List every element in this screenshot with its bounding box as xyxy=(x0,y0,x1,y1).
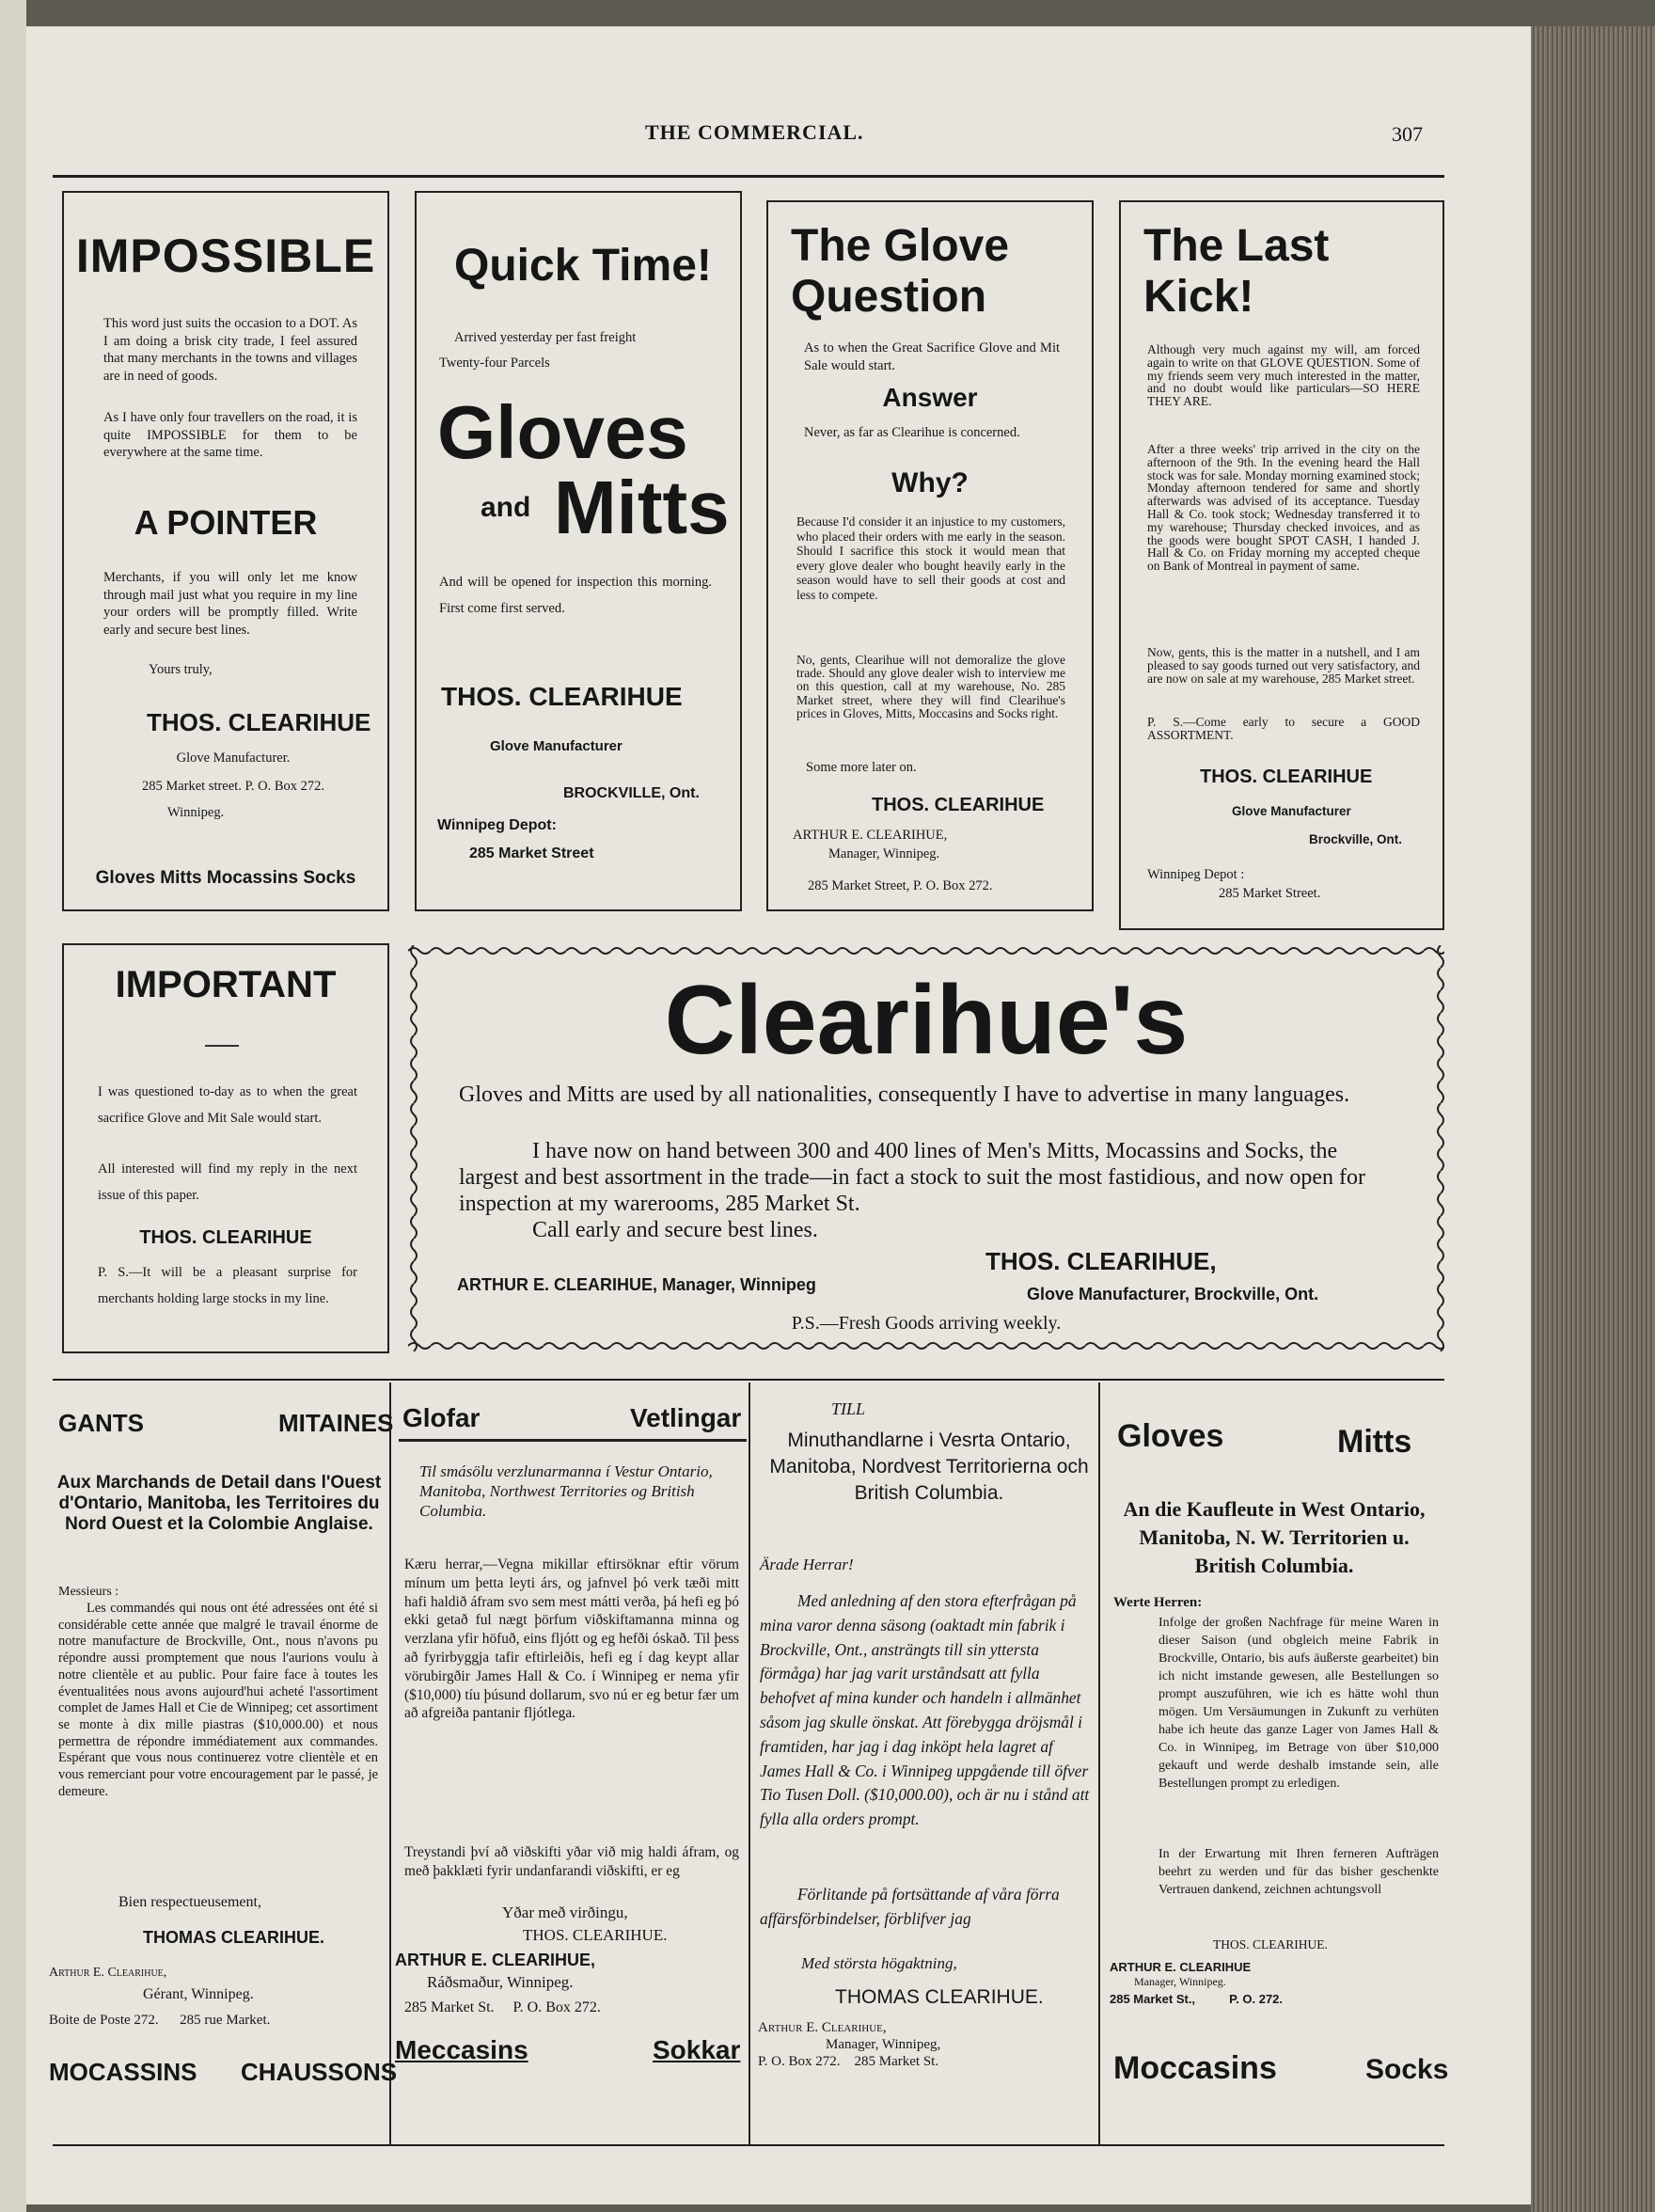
ad-role: Glove Manufacturer. xyxy=(176,750,291,766)
ad-city: Brockville, Ont. xyxy=(1309,832,1403,846)
ad-title: Aux Marchands de Detail dans l'Ouest d'Ontario, Manitoba, les Territoires du Nord Ouest et la Colombie Anglaise. xyxy=(56,1473,382,1534)
ad-address: Boite de Poste 272. 285 rue Market. xyxy=(49,2013,271,2028)
ad-body: Infolge der großen Nachfrage für meine Waren in dieser Saison (und obgleich meine Fabrik in Brockville, Ontario, bis aufs äußerste gearbeitet) bin ich nicht imstande gewesen, alle Bestellungen so prompt auszuführen, wie ich es hätte wohl thun mögen. Um Versäumungen in Zukunft zu verhüten habe ich heute das ganze Lager von James Hall & Co. in Winnipeg, im Betrage von über $10,000 gekauft und werde deshalb imstande sein, alle Bestellungen prompt zu erledigen. xyxy=(1158,1616,1439,1791)
ad-manager: Arthur E. Clearihue, xyxy=(49,1966,167,1980)
ad-address: P. O. Box 272. 285 Market St. xyxy=(758,2054,939,2069)
bottom-rule xyxy=(53,2144,1444,2146)
ad-signature: THOS. CLEARIHUE. xyxy=(523,1926,668,1944)
column-divider xyxy=(1098,1382,1100,2146)
section-rule xyxy=(53,1379,1444,1381)
ad-title: An die Kaufleute in West Ontario, Manitoba, N. W. Territorien u. British Columbia. xyxy=(1123,1497,1426,1577)
ad-body: As I have only four travellers on the road, it is quite IMPOSSIBLE for them to be everywhere at the same time. xyxy=(103,410,357,460)
ad-address: 285 Market street. P. O. Box 272. xyxy=(141,779,325,794)
header-rule xyxy=(53,175,1444,178)
ad-title: Minuthandlarne i Vesrta Ontario, Manitoba, Nordvest Territorierna och British Columbia. xyxy=(769,1430,1089,1504)
ad-footer: Gloves Mitts Mocassins Socks xyxy=(95,868,356,888)
ad-corner-label: Mitts xyxy=(1337,1424,1412,1460)
ad-signature: THOS. CLEARIHUE xyxy=(139,1227,312,1248)
ad-and: and xyxy=(481,492,531,523)
ad-headline: Clearihue's xyxy=(664,966,1189,1075)
ad-corner-label: MOCASSINS xyxy=(49,2058,197,2086)
divider xyxy=(205,1045,239,1047)
column-divider xyxy=(749,1382,750,2146)
ad-line: Twenty-four Parcels xyxy=(439,356,550,371)
ad-address: 285 Market St. P. O. Box 272. xyxy=(404,1999,601,2015)
ad-impossible xyxy=(62,191,389,911)
ad-manager: ARTHUR E. CLEARIHUE, xyxy=(395,1951,596,1969)
ad-headline: IMPOSSIBLE xyxy=(75,229,376,282)
page-title: THE COMMERCIAL. xyxy=(645,120,864,144)
ad-body: Call early and secure best lines. xyxy=(532,1218,818,1242)
ad-signature: THOMAS CLEARIHUE. xyxy=(143,1928,324,1947)
ad-depot: Winnipeg Depot: xyxy=(437,817,557,833)
ad-body: Now, gents, this is the matter in a nutshell, and I am pleased to say goods turned out very satisfactory, and are now on sale at my warehouse, 285 Market street. xyxy=(1147,645,1420,686)
ad-body: After a three weeks' trip arrived in the city on the afternoon of the 9th. In the evening heard the Hall stock was for sale. Monday morning examined stock; Monday afternoon tendered for same and shortly afterwards was advised of its acceptance. Tuesday Hall & Co. took stock; Wednesday transferred it to my warehouse; Thursday checked invoices, and as the goods were bought SPOT CASH, I handed J. Hall & Co. on Friday morning my accepted cheque on Bank of Montreal in payment of same. xyxy=(1147,442,1420,574)
ad-more: Some more later on. xyxy=(806,760,917,775)
ad-headline: IMPORTANT xyxy=(115,964,337,1005)
ad-line: Arrived yesterday per fast freight xyxy=(454,330,637,345)
ad-closing: Yðar með virðingu, xyxy=(502,1904,628,1921)
ad-signature: THOMAS CLEARIHUE. xyxy=(835,1986,1044,2008)
ad-closing: Yours truly, xyxy=(149,662,213,677)
ad-manager: ARTHUR E. CLEARIHUE, Manager, Winnipeg xyxy=(457,1275,816,1294)
ad-title: Til smásölu verzlunarmanna í Vestur Ontario, Manitoba, Northwest Territories og British Columbia. xyxy=(419,1462,713,1520)
ad-ps: P. S.—Come early to secure a GOOD ASSORTMENT. xyxy=(1147,715,1420,742)
ad-corner-label: Gloves xyxy=(1117,1418,1224,1454)
underline-rule xyxy=(399,1439,747,1442)
adjacent-page-strip xyxy=(0,0,26,2212)
ad-manager: Arthur E. Clearihue, xyxy=(758,2020,887,2035)
ad-signature: THOS. CLEARIHUE. xyxy=(1213,1937,1328,1951)
ad-manager-role: Ráðsmaður, Winnipeg. xyxy=(427,1973,574,1991)
ad-depot-address: 285 Market Street xyxy=(469,845,594,861)
ad-ps: P.S.—Fresh Goods arriving weekly. xyxy=(791,1313,1062,1334)
ad-address: 285 Market St., P. O. 272. xyxy=(1110,1992,1284,2006)
ad-corner-label: Sokkar xyxy=(653,2035,741,2064)
ad-body: Les commandés qui nous ont été adressées ont été si considérable cette année que malgré le travail énorme de notre manufacture de Brockville, Ont., nous n'avons pu répondre aussi promptement que nous l'aurions voulu à notre clientèle et au public. Pour faire face à toutes les éventualitées nous avons aujourd'hui acheté l'assortiment complet de James Hall et Cie de Winnipeg; cet assortiment se monte à dix mille piastras ($10,000.00) et nous permettra de répondre immédiatement aux commandes. Espérant que vous nous continuerez votre clientèle et en vous remerciant pour votre encouragement par le passé, je demeure. xyxy=(58,1601,378,1799)
ad-body: Treystandi því að viðskifti yðar við mig haldi áfram, og með þakklæti fyrir undanfarandi viðskifti, er eg xyxy=(404,1844,739,1879)
ad-headline: The Glove xyxy=(791,221,1010,271)
ad-body: Med anledning af den stora efterfrågan på mina varor denna säsong (oaktadt min fabrik i Brockville, Ont., ansträngts till sin yttersta förmåga) har jag varit urståndsatt att fylla behofvet af mina kunder och handeln i allmänhet såsom jag skulle önskat. Att förebygga dröjsmål i framtiden, har jag i dag inköpt hela lagret af James Hall & Co. i Winnipeg uppgående till öfver Tio Tusen Doll. ($10,000.00), och är nu i stånd att fylla alla orders prompt. xyxy=(760,1591,1090,1829)
ad-closing: Med största högaktning, xyxy=(801,1954,957,1972)
ad-body: In der Erwartung mit Ihren ferneren Aufträgen beehrt zu werden und für das bisher geschenkte Vertrauen dankend, zeichnen achtungsvoll xyxy=(1158,1847,1439,1897)
ad-manager: ARTHUR E. CLEARIHUE xyxy=(1110,1960,1252,1974)
ad-depot-address: 285 Market Street. xyxy=(1219,886,1321,901)
ad-body: I have now on hand between 300 and 400 lines of Men's Mitts, Mocassins and Socks, the largest and best assortment in the trade—in fact a stock to suit the most fastidious, and now open for inspection at my warerooms, 285 Market St. xyxy=(459,1139,1366,1216)
ad-quick-time xyxy=(415,191,742,911)
ad-role: Glove Manufacturer xyxy=(490,738,623,754)
ad-salutation: Messieurs : xyxy=(58,1585,119,1599)
column-divider xyxy=(389,1382,391,2146)
ad-role: Glove Manufacturer xyxy=(1232,804,1351,818)
ad-body: Kæru herrar,—Vegna mikillar eftirsöknar eftir vörum mínum um þetta leyti árs, og jafnvel þó verk tæði mitt hafi haldið áfram svo sem mest mátti verða, þá hefi eg þó ekki getað ful nægt þörfum viðskiftamanna minna og verzlana yfir höfuð, eins fljótt og eg hefði óskað. Til þess að fyrirbyggja tafir eftirleiðis, hefi eg í dag keypt allar vörubirgðir James Hall & Co. í Winnipeg er nema yfir ($10,000) tíu þúsund dollarum, svo nú er eg betur fær um að afgreiða pantanir fljótlega. xyxy=(404,1556,739,1722)
ad-corner-label: Glofar xyxy=(402,1403,481,1432)
ad-body: Gloves and Mitts are used by all nationalities, consequently I have to advertise in many languages. xyxy=(459,1082,1350,1107)
ad-salutation: Werte Herren: xyxy=(1113,1595,1203,1610)
ad-manager-role: Manager, Winnipeg. xyxy=(828,846,940,861)
ad-signature: THOS. CLEARIHUE xyxy=(872,795,1045,815)
ad-city: Winnipeg. xyxy=(167,805,225,820)
ad-important xyxy=(62,943,389,1353)
ad-corner-label: Socks xyxy=(1365,2054,1449,2085)
ad-corner-label: MITAINES xyxy=(278,1409,394,1437)
ad-signature: THOS. CLEARIHUE xyxy=(1200,766,1373,787)
ad-body: Although very much against my will, am forced again to write on that GLOVE QUESTION. Some of my friends seem very much interested in the matter, and no doubt would like particulars—SO HERE THEY ARE. xyxy=(1147,342,1420,409)
ad-ps: P. S.—It will be a pleasant surprise for merchants holding large stocks in my line. xyxy=(98,1265,357,1306)
ad-answer: Never, as far as Clearihue is concerned. xyxy=(804,425,1020,440)
ad-depot: Winnipeg Depot : xyxy=(1147,867,1245,882)
ad-corner-label: Meccasins xyxy=(395,2035,528,2064)
ad-corner-label: Vetlingar xyxy=(630,1403,742,1432)
ad-why: Because I'd consider it an injustice to my customers, who placed their orders with me early in the season. Should I sacrifice this stock it would mean that every glove dealer who bought heavily early in the season would have to sell their goods at cost and less to compete. xyxy=(796,514,1065,602)
ad-corner-label: CHAUSSONS xyxy=(241,2058,398,2086)
ad-big-word: Gloves xyxy=(437,390,688,474)
ad-till: TILL xyxy=(831,1399,866,1418)
ad-question: As to when the Great Sacrifice Glove and Mit Sale would start. xyxy=(804,340,1060,373)
ad-signature: THOS. CLEARIHUE xyxy=(441,682,683,711)
ad-address: 285 Market Street, P. O. Box 272. xyxy=(808,878,993,893)
ad-body: No, gents, Clearihue will not demoralize the glove trade. Should any glove dealer wish to interview me on this question, call at my warehouse, No. 285 Market street, where they will find Clearihue's prices in Gloves, Mitts, Moccasins and Socks right. xyxy=(796,653,1065,720)
ad-body: And will be opened for inspection this morning. First come first served. xyxy=(439,575,712,616)
ad-manager-role: Gérant, Winnipeg. xyxy=(143,1986,254,2002)
ad-subhead: A POINTER xyxy=(134,503,318,542)
ad-body: Förlitande på fortsättande af våra förra affärsförbindelser, förblifver jag xyxy=(760,1885,1060,1928)
ad-manager-role: Manager, Winnipeg. xyxy=(1134,1975,1226,1988)
ad-manager-role: Manager, Winnipeg, xyxy=(826,2037,941,2052)
ad-headline: Question xyxy=(791,272,987,322)
ad-headline: Kick! xyxy=(1143,272,1254,322)
ad-glove-question xyxy=(766,200,1094,911)
ad-headline: The Last xyxy=(1143,221,1330,271)
ad-body: Merchants, if you will only let me know through mail just what you require in my line your orders will be promptly filled. Write early and secure best lines. xyxy=(103,570,357,638)
book-edge xyxy=(1531,26,1655,2212)
ad-big-word: Mitts xyxy=(554,466,730,549)
ad-corner-label: Moccasins xyxy=(1113,2050,1277,2086)
ad-closing: Bien respectueusement, xyxy=(118,1894,261,1910)
ad-corner-label: GANTS xyxy=(58,1409,144,1437)
ad-body: This word just suits the occasion to a DOT. As I am doing a brisk city trade, I feel assured that many merchants in the towns and villages are in need of goods. xyxy=(103,316,357,384)
ad-city: BROCKVILLE, Ont. xyxy=(563,785,700,801)
ad-salutation: Ärade Herrar! xyxy=(760,1556,854,1573)
ad-role: Glove Manufacturer, Brockville, Ont. xyxy=(1027,1285,1319,1304)
ad-headline: Quick Time! xyxy=(454,241,712,291)
ad-body: I was questioned to-day as to when the great sacrifice Glove and Mit Sale would start. xyxy=(98,1084,357,1126)
ad-manager: ARTHUR E. CLEARIHUE, xyxy=(793,828,948,843)
ad-body: All interested will find my reply in the next issue of this paper. xyxy=(98,1161,357,1203)
ad-signature: THOS. CLEARIHUE, xyxy=(985,1247,1217,1275)
ad-last-kick xyxy=(1119,200,1444,930)
page-number: 307 xyxy=(1392,122,1423,146)
ad-subhead: Why? xyxy=(891,467,969,498)
ad-subhead: Answer xyxy=(882,383,978,412)
ad-signature: THOS. CLEARIHUE xyxy=(147,708,371,736)
